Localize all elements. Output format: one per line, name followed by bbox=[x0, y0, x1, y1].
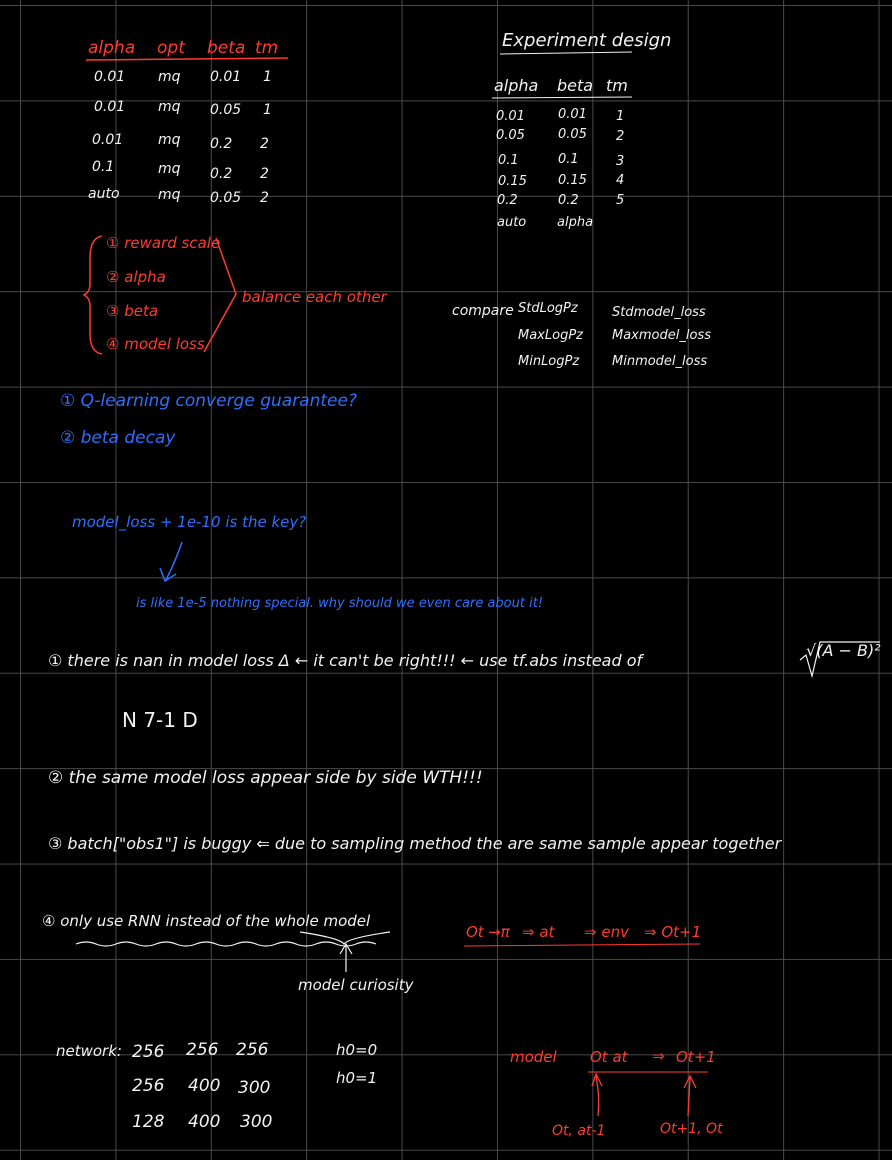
experiment-cell: 0.15 bbox=[498, 174, 527, 189]
compare-item: Stdmodel_loss bbox=[612, 305, 706, 320]
note-1-sqrt: √(A − B)² bbox=[806, 641, 881, 660]
left-table-cell: 0.01 bbox=[94, 69, 126, 85]
model-arrow: ⇒ bbox=[652, 1047, 665, 1065]
wavy-underline bbox=[76, 942, 376, 946]
nan-letters: N 7-1 D bbox=[122, 708, 198, 732]
balance-item: ② alpha bbox=[106, 268, 166, 286]
balance-item: ③ beta bbox=[106, 302, 159, 320]
note-3: ③ batch["obs1"] is buggy ⇐ due to sampling method the are same sample appear together bbox=[48, 834, 782, 853]
compare-label: compare bbox=[452, 303, 514, 319]
left-table-cell: mq bbox=[158, 99, 181, 115]
left-table-cell: 1 bbox=[263, 69, 272, 85]
flow-part: →π bbox=[488, 923, 510, 941]
network-cell: 256 bbox=[132, 1076, 165, 1096]
left-table-cell: 1 bbox=[263, 102, 272, 118]
note-4: ④ only use RNN instead of the whole model bbox=[42, 912, 371, 930]
experiment-cell: 0.15 bbox=[558, 173, 587, 188]
flow-underline bbox=[464, 944, 700, 946]
experiment-header: alpha bbox=[494, 76, 539, 95]
left-table-cell: 2 bbox=[260, 136, 269, 152]
compare-item: Minmodel_loss bbox=[612, 354, 708, 369]
blue-note-1: model_loss + 1e-10 is the key? bbox=[72, 513, 307, 531]
left-table-cell: 0.1 bbox=[92, 159, 115, 175]
blue-note-2: is like 1e-5 nothing special. why should we even care about it! bbox=[136, 596, 544, 611]
network-cell: 400 bbox=[188, 1112, 221, 1132]
left-table-cell: 0.2 bbox=[210, 136, 233, 152]
experiment-cell: 2 bbox=[616, 129, 625, 144]
left-table-cell: mq bbox=[158, 161, 181, 177]
left-table-header: tm bbox=[255, 38, 279, 58]
experiment-cell: 0.01 bbox=[496, 109, 525, 124]
flow-part: Ot bbox=[466, 923, 484, 941]
compare-item: MinLogPz bbox=[518, 354, 580, 369]
network-cell: 400 bbox=[188, 1076, 221, 1096]
left-table-cell: 0.01 bbox=[210, 69, 242, 85]
h-value: h0=1 bbox=[336, 1069, 378, 1087]
flow-part: ⇒ env bbox=[584, 923, 629, 941]
note-2: ② the same model loss appear side by side WTH!!! bbox=[48, 768, 483, 788]
balance-item: ④ model loss bbox=[106, 335, 205, 353]
model-label: model bbox=[510, 1048, 557, 1066]
left-table-cell: 0.05 bbox=[210, 190, 242, 206]
balance-label: balance each other bbox=[242, 288, 387, 306]
left-table-cell: 0.05 bbox=[210, 102, 242, 118]
experiment-title: Experiment design bbox=[502, 30, 672, 51]
model-below-right: Ot+1, Ot bbox=[660, 1121, 723, 1137]
experiment-cell: 4 bbox=[616, 173, 625, 188]
left-table-cell: 2 bbox=[260, 190, 269, 206]
left-table-cell: auto bbox=[88, 186, 120, 202]
compare-item: MaxLogPz bbox=[518, 328, 583, 343]
question-1: ① Q-learning converge guarantee? bbox=[60, 391, 357, 411]
experiment-cell: 0.01 bbox=[558, 107, 587, 122]
network-cell: 256 bbox=[186, 1040, 219, 1060]
experiment-cell: 5 bbox=[616, 193, 625, 208]
question-2: ② beta decay bbox=[60, 428, 176, 448]
network-label: network: bbox=[56, 1042, 122, 1060]
left-table-cell: 0.01 bbox=[92, 132, 124, 148]
blue-arrow-icon bbox=[160, 542, 182, 581]
model-output: Ot+1 bbox=[676, 1048, 716, 1066]
title-underline bbox=[500, 52, 632, 54]
model-inputs: Ot at bbox=[590, 1048, 628, 1066]
experiment-header: tm bbox=[606, 76, 628, 95]
experiment-cell: 0.05 bbox=[558, 127, 587, 142]
compare-item: StdLogPz bbox=[518, 301, 578, 316]
note-1: ① there is nan in model loss Δ ← it can't be right!!! ← use tf.abs instead of bbox=[48, 651, 643, 670]
flow-part: ⇒ at bbox=[522, 923, 555, 941]
header-underline bbox=[86, 58, 288, 60]
experiment-cell: 3 bbox=[616, 154, 625, 169]
left-table-header: beta bbox=[207, 38, 246, 58]
experiment-cell: 0.1 bbox=[558, 152, 579, 167]
experiment-cell: 0.2 bbox=[497, 193, 518, 208]
left-table-cell: 0.01 bbox=[94, 99, 126, 115]
left-table-cell: 2 bbox=[260, 166, 269, 182]
h-value: h0=0 bbox=[336, 1041, 378, 1059]
network-cell: 300 bbox=[240, 1112, 273, 1132]
right-angle bbox=[204, 238, 236, 352]
red-up-arrow-icon bbox=[592, 1074, 602, 1116]
flow-part: ⇒ Ot+1 bbox=[644, 923, 702, 941]
network-cell: 300 bbox=[238, 1078, 271, 1098]
experiment-cell: 0.05 bbox=[496, 128, 525, 143]
model-curiosity: model curiosity bbox=[298, 976, 414, 994]
experiment-cell: auto bbox=[497, 215, 527, 230]
compare-item: Maxmodel_loss bbox=[612, 328, 711, 343]
network-cell: 128 bbox=[132, 1112, 165, 1132]
up-arrow-icon bbox=[340, 944, 352, 972]
left-table-cell: mq bbox=[158, 187, 181, 203]
left-table-header: opt bbox=[157, 38, 185, 58]
under-brace bbox=[300, 932, 390, 944]
model-below-left: Ot, at-1 bbox=[552, 1123, 606, 1139]
red-up-arrow-icon bbox=[684, 1076, 696, 1116]
experiment-cell: 1 bbox=[616, 109, 625, 124]
experiment-cell: alpha bbox=[557, 215, 594, 230]
network-cell: 256 bbox=[236, 1040, 269, 1060]
left-brace bbox=[84, 236, 102, 354]
experiment-cell: 0.1 bbox=[498, 153, 519, 168]
header-underline bbox=[492, 97, 632, 98]
left-table-header: alpha bbox=[88, 38, 136, 58]
experiment-cell: 0.2 bbox=[558, 193, 579, 208]
experiment-header: beta bbox=[557, 76, 594, 95]
left-table-cell: 0.2 bbox=[210, 166, 233, 182]
network-cell: 256 bbox=[132, 1042, 165, 1062]
left-table-cell: mq bbox=[158, 69, 181, 85]
balance-item: ① reward scale bbox=[106, 234, 221, 252]
left-table-cell: mq bbox=[158, 132, 181, 148]
